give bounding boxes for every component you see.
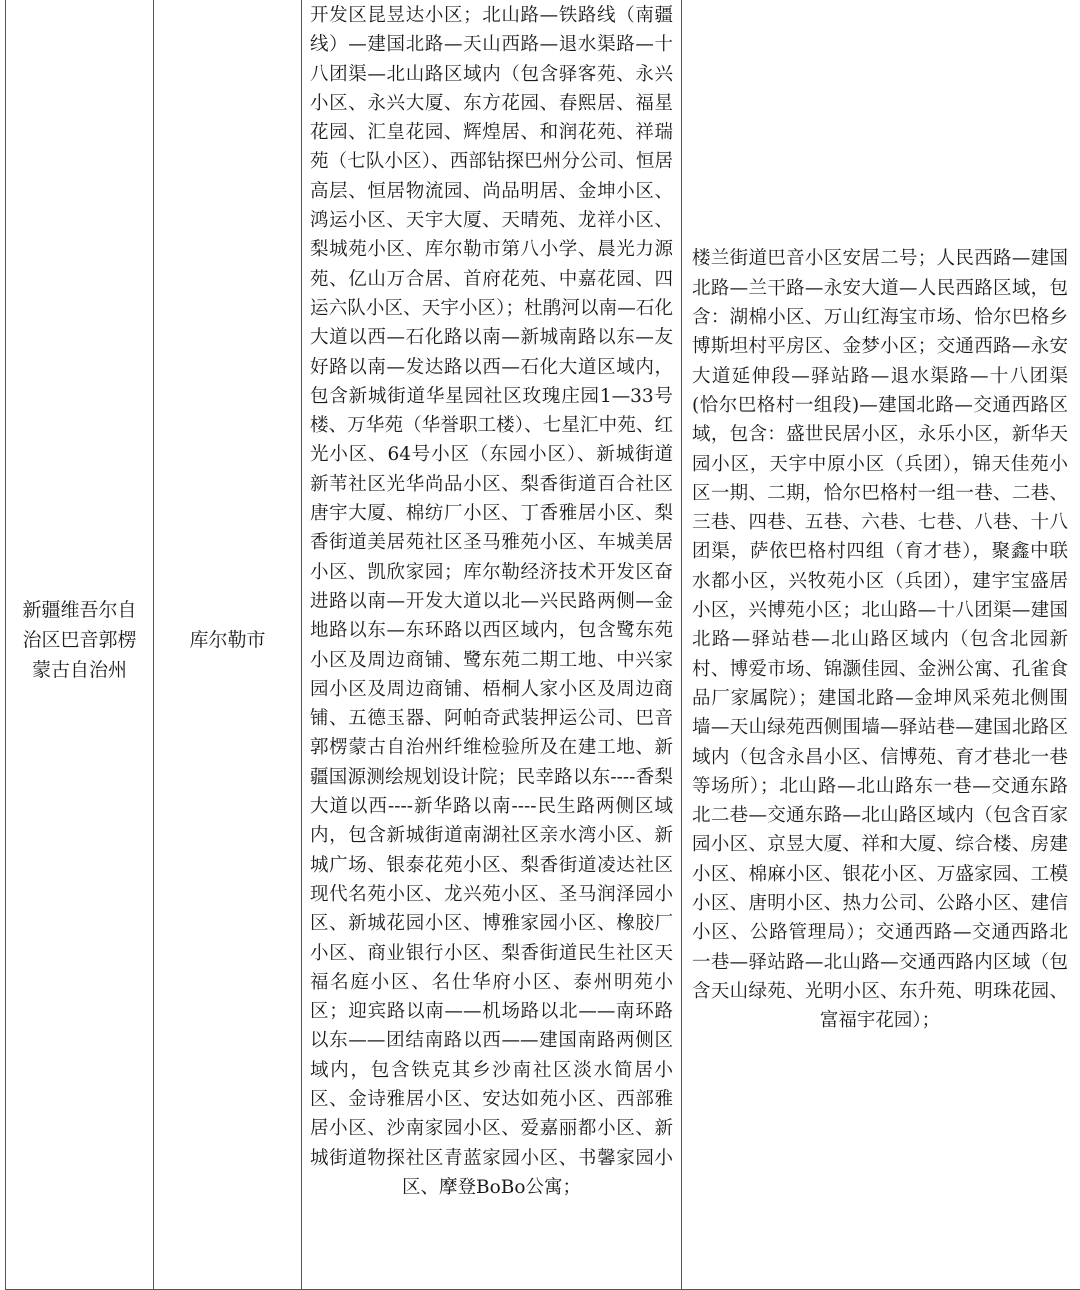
risk-area-table xyxy=(5,0,1080,1290)
table-row xyxy=(6,0,1080,1290)
areas-cell-left xyxy=(302,0,682,1290)
areas-text-right: 楼兰街道巴音小区安居二号；人民西路—建国北路—兰干路—永安大道—人民西路区域，包含：湖棉小区、万山红海宝市场、恰尔巴格乡博斯坦村平房区、金梦小区；交通西路—永安大道延伸段—驿站路—退水渠路—十八团渠(恰尔巴格村一组段)—建国北路—交通西路区域，包含：盛世民居小区，永乐小区，新华天园小区，天宇中原小区（兵团），锦天佳苑小区一期、二期，恰尔巴格村一组一巷、二巷、三巷、四巷、五巷、六巷、七巷、八巷、十八团渠，萨依巴格村四组（育才巷），聚鑫中联水都小区，兴牧苑小区（兵团），建宇宝盛居小区，兴博苑小区；北山路—十八团渠—建国北路—驿站巷—北山路区域内（包含北园新村、博爱市场、锦灏佳园、金洲公寓、孔雀食品厂家属院）；建国北路—金坤风采苑北侧围墙—天山绿苑西侧围墙—驿站巷—建国北路区域内（包含永昌小区、信博苑、育才巷北一巷等场所）；北山路—北山路东一巷—交通东路北二巷—交通东路—北山路区域内（包含百家园小区、京昱大厦、祥和大厦、综合楼、房建小区、棉麻小区、银花小区、万盛家园、工模小区、唐明小区、热力公司、公路小区、建信小区、公路管理局）；交通西路—交通西路北一巷—驿站路—北山路—交通西路内区域（包含天山绿苑、光明小区、东升苑、明珠花园、富福宇花园）； xyxy=(692,244,1068,1035)
city-cell xyxy=(154,0,302,1290)
areas-text-left: 开发区昆昱达小区；北山路—铁路线（南疆线）—建国北路—天山西路—退水渠路—十八团渠—北山路区域内（包含驿客苑、永兴小区、永兴大厦、东方花园、春熙居、福星花园、汇皇花园、辉煌居、和润花苑、祥瑞苑（七队小区）、西部钻探巴州分公司、恒居高层、恒居物流园、尚品明居、金坤小区、鸿运小区、天宇大厦、天晴苑、龙祥小区、梨城苑小区、库尔勒市第八小学、晨光力源苑、亿山万合居、首府花苑、中嘉花园、四运六队小区、天宇小区）；杜鹃河以南—石化大道以西—石化路以南—新城南路以东—友好路以南—发达路以西—石化大道区域内，包含新城街道华星园社区玫瑰庄园1—33号楼、万华苑（华誉职工楼）、七星汇中苑、红光小区、64号小区（东园小区）、新城街道新苇社区光华尚品小区、梨香街道百合社区唐宇大厦、棉纺厂小区、丁香雅居小区、梨香街道美居苑社区圣马雅苑小区、车城美居小区、凯欣家园；库尔勒经济技术开发区奋进路以南—开发大道以北—兴民路两侧—金地路以东—东环路以西区域内，包含鹭东苑小区及周边商铺、鹭东苑二期工地、中兴家园小区及周边商铺、梧桐人家小区及周边商铺、五德玉器、阿帕奇武装押运公司、巴音郭楞蒙古自治州纤维检验所及在建工地、新疆国源测绘规划设计院；民幸路以东----香梨大道以西----新华路以南----民生路两侧区域内，包含新城街道南湖社区亲水湾小区、新城广场、银泰花苑小区、梨香街道凌达社区现代名苑小区、龙兴苑小区、圣马润泽园小区、新城花园小区、博雅家园小区、橡胶厂小区、商业银行小区、梨香街道民生社区天福名庭小区、名仕华府小区、泰州明苑小区；迎宾路以南——机场路以北——南环路以东——团结南路以西——建国南路两侧区域内，包含铁克其乡沙南社区淡水简居小区、金诗雅居小区、安达如苑小区、西部雅居小区、沙南家园小区、爱嘉丽都小区、新城街道物探社区青蓝家园小区、书馨家园小区、摩登BoBo公寓； xyxy=(310,0,673,1202)
areas-cell-right xyxy=(682,0,1080,1290)
region-name: 新疆维吾尔自治区巴音郭楞蒙古自治州 xyxy=(6,595,153,685)
city-name: 库尔勒市 xyxy=(154,625,301,655)
region-cell xyxy=(6,0,154,1290)
